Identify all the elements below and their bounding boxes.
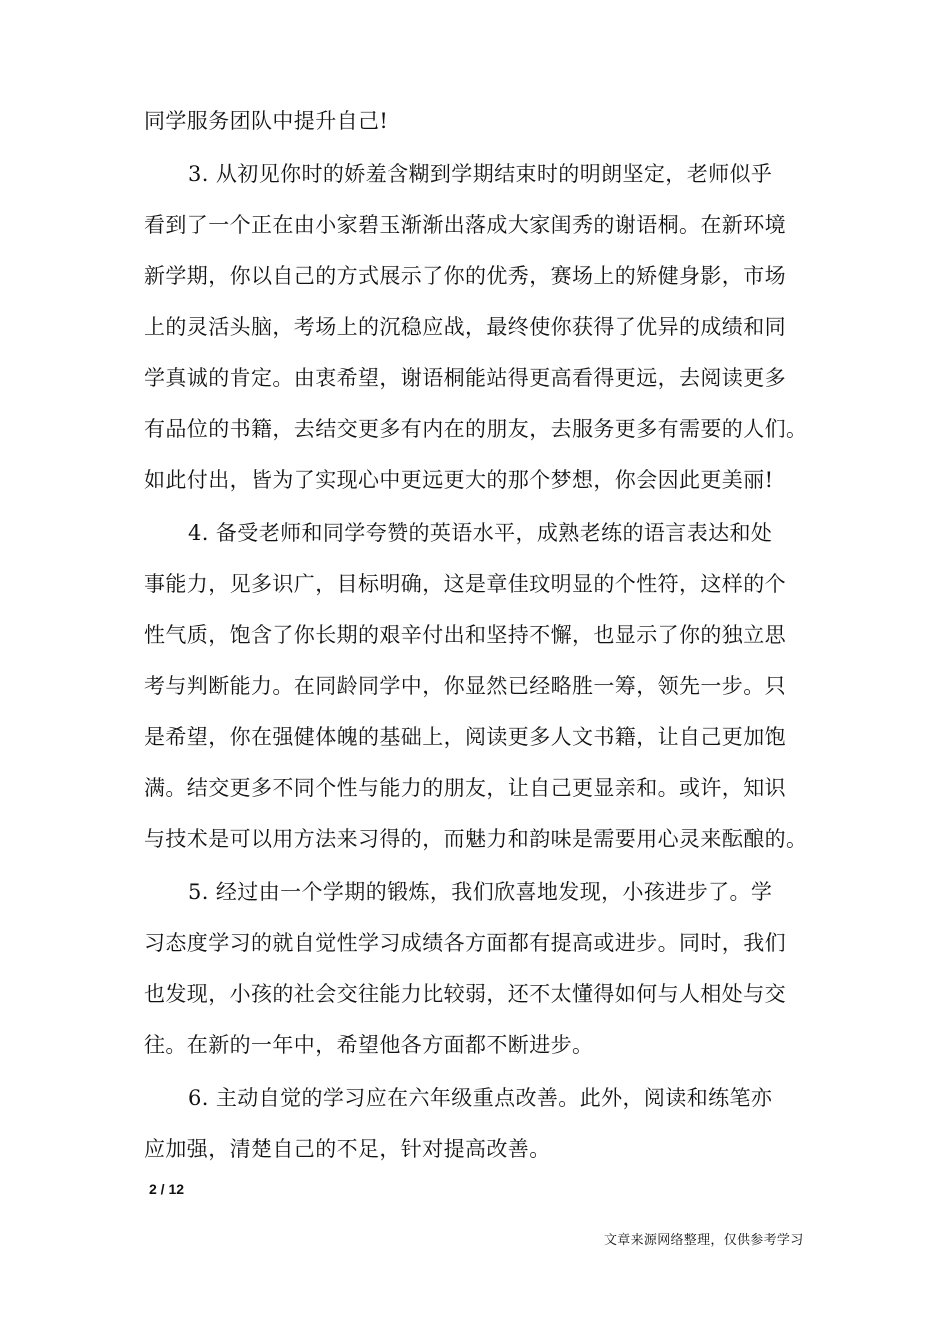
text-line: 6. 主动自觉的学习应在六年级重点改善。此外，阅读和练笔亦: [188, 1086, 773, 1110]
text-line: 满。结交更多不同个性与能力的朋友，让自己更显亲和。或许，知识: [144, 776, 786, 800]
text-line: 有品位的书籍，去结交更多有内在的朋友，去服务更多有需要的人们。: [144, 417, 808, 441]
text-line: 考与判断能力。在同龄同学中，你显然已经略胜一筹，领先一步。只: [144, 674, 786, 698]
text-line: 上的灵活头脑，考场上的沉稳应战，最终使你获得了优异的成绩和同: [144, 315, 786, 339]
text-line: 性气质，饱含了你长期的艰辛付出和坚持不懈，也显示了你的独立思: [144, 623, 786, 647]
text-line: 如此付出，皆为了实现心中更远更大的那个梦想，你会因此更美丽!: [144, 468, 774, 492]
text-line: 与技术是可以用方法来习得的，而魅力和韵味是需要用心灵来酝酿的。: [144, 827, 808, 851]
text-line: 4. 备受老师和同学夸赞的英语水平，成熟老练的语言表达和处: [188, 521, 773, 545]
text-line: 是希望，你在强健体魄的基础上，阅读更多人文书籍，让自己更加饱: [144, 725, 786, 749]
text-line: 事能力，见多识广，目标明确，这是章佳玟明显的个性符，这样的个: [144, 572, 786, 596]
text-line: 也发现，小孩的社会交往能力比较弱，还不太懂得如何与人相处与交: [144, 982, 786, 1006]
text-line: 往。在新的一年中，希望他各方面都不断进步。: [144, 1033, 594, 1057]
page-number: 2 / 12: [149, 1181, 185, 1197]
text-line: 新学期，你以自己的方式展示了你的优秀，赛场上的矫健身影，市场: [144, 264, 786, 288]
text-line: 5. 经过由一个学期的锻炼，我们欣喜地发现，小孩进步了。学: [188, 880, 773, 904]
text-line: 看到了一个正在由小家碧玉渐渐出落成大家闺秀的谢语桐。在新环境: [144, 213, 786, 237]
document-body: [144, 96, 814, 1175]
footer-note: 文章来源网络整理，仅供参考学习: [604, 1233, 804, 1248]
text-line: 3. 从初见你时的娇羞含糊到学期结束时的明朗坚定，老师似乎: [188, 162, 773, 186]
text-line: 同学服务团队中提升自己!: [144, 109, 389, 133]
text-line: 应加强，清楚自己的不足，针对提高改善。: [144, 1137, 551, 1161]
text-line: 习态度学习的就自觉性学习成绩各方面都有提高或进步。同时，我们: [144, 931, 786, 955]
text-line: 学真诚的肯定。由衷希望，谢语桐能站得更高看得更远，去阅读更多: [144, 366, 786, 390]
